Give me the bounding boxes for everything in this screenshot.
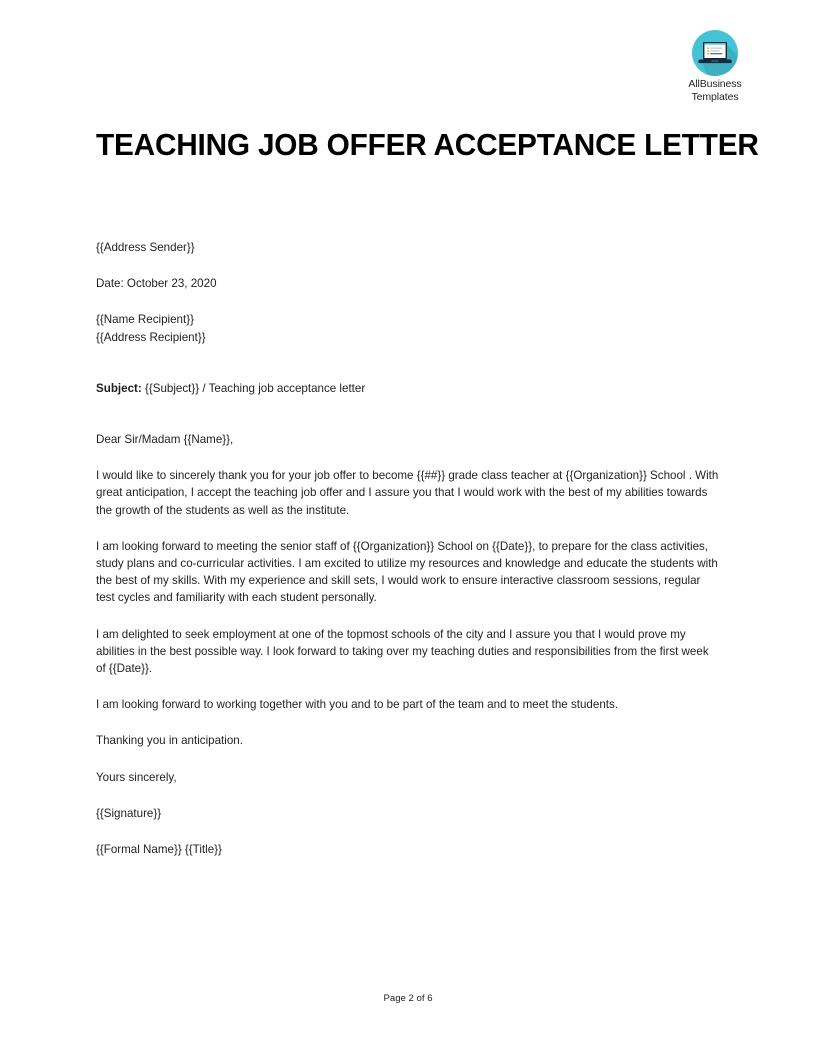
recipient-address-line: {{Address Recipient}} xyxy=(96,330,206,344)
brand-name-line-1: AllBusiness xyxy=(688,78,742,90)
closing-line: Yours sincerely, xyxy=(96,770,177,784)
formal-name-and-title: {{Formal Name}} {{Title}} xyxy=(96,843,222,857)
paragraph-4: I am looking forward to working together with you and to be part of the team and to meet the students. xyxy=(96,698,619,712)
paragraph-2: I am looking forward to meeting the senior staff of {{Organization}} School on {{Date}}, to prepare for the class activities, study plans and co-curricular activities. I am excited to utilize my resources and knowledge and educate the students with the best of my skills. With my experience and skill sets, I would work to ensure interactive classroom sessions, regular test cycles and familiarity with each student personally. xyxy=(96,539,718,605)
page-footer: Page 2 of 6 xyxy=(383,993,433,1004)
signature-placeholder: {{Signature}} xyxy=(96,806,162,820)
salutation: Dear Sir/Madam {{Name}}, xyxy=(96,433,234,447)
paragraph-1: I would like to sincerely thank you for your job offer to become {{##}} grade class teacher at {{Organization}} School . With great anticipation, I accept the teaching job offer and I assure you that I would work with the best of my abilities towards the growth of the students as well as the institute. xyxy=(96,469,719,517)
brand-name-line-2: Templates xyxy=(691,90,739,103)
sender-address-line: {{Address Sender}} xyxy=(96,241,195,254)
subject-label: Subject: xyxy=(96,381,142,395)
brand-name xyxy=(667,78,763,103)
paragraph-5: Thanking you in anticipation. xyxy=(96,734,243,748)
subject-value: {{Subject}} / Teaching job acceptance letter xyxy=(141,381,366,395)
recipient-name-line: {{Name Recipient}} xyxy=(96,313,194,327)
letter-body xyxy=(96,239,720,877)
laptop-in-circle-icon xyxy=(692,30,738,76)
page-title: TEACHING JOB OFFER ACCEPTANCE LETTER xyxy=(96,126,759,162)
date-line: Date: October 23, 2020 xyxy=(96,277,217,291)
subject-line xyxy=(96,380,720,397)
paragraph-3: I am delighted to seek employment at one of the topmost schools of the city and I assure you that I would prove my abilities in the best possible way. I look forward to taking over my teaching duties and responsibilities from the first week of {{Date}}. xyxy=(96,627,709,676)
brand-logo-block xyxy=(667,30,763,103)
